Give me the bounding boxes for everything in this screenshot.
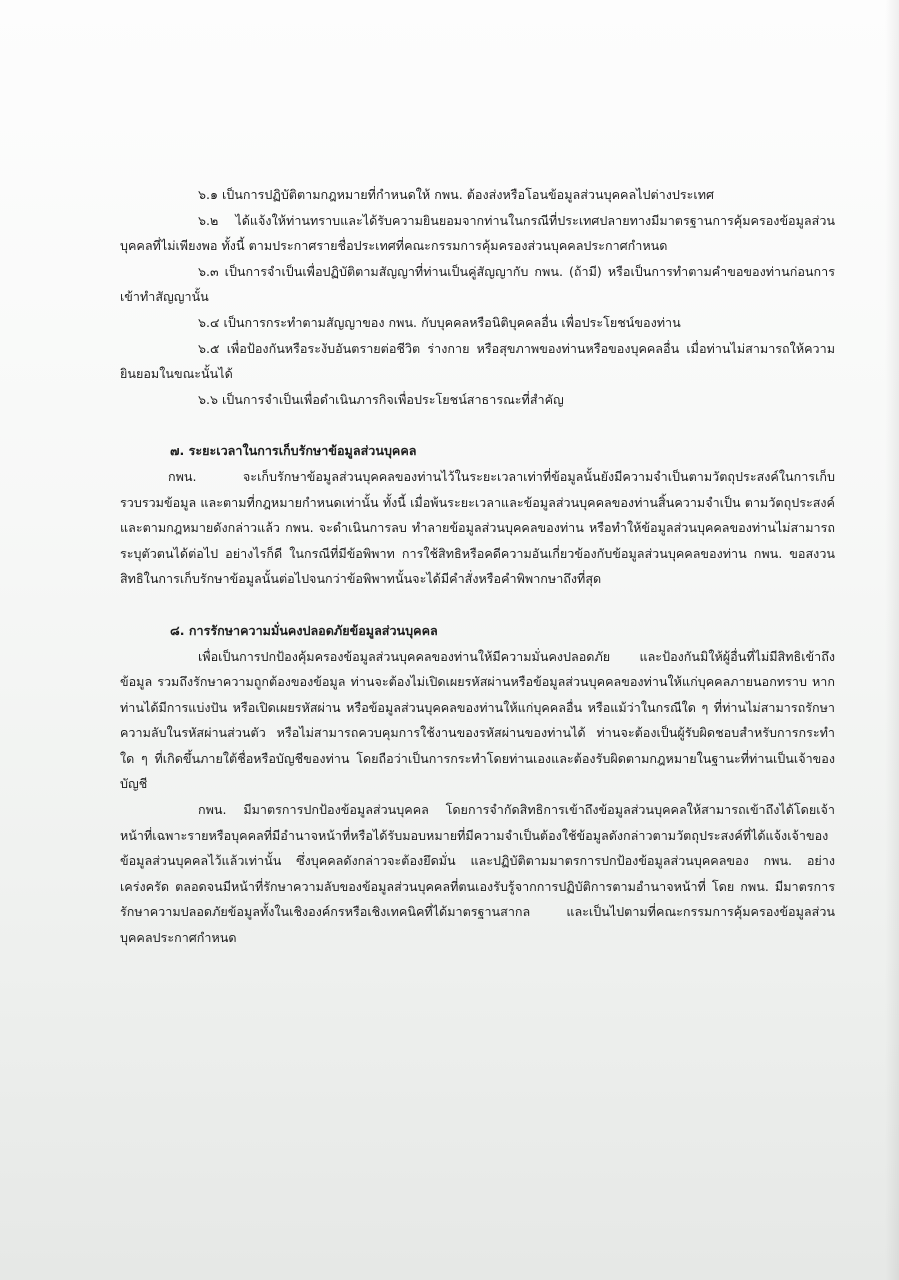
section-8-paragraph-2: กพน. มีมาตรการปกป้องข้อมูลส่วนบุคคล โดยการจำกัดสิทธิการเข้าถึงข้อมูลส่วนบุคคลให้สามารถเข้าถึงได้โดยเจ้าหน้าที่เฉพาะรายหรือบุคคลที่มีอำนาจหน้าที่หรือได้รับมอบหมายที่มีความจำเป็นต้องใช้ข้อมูลดังกล่าวตามวัตถุประสงค์ที่ได้แจ้งเจ้าของข้อมูลส่วนบุคคลไว้แล้วเท่านั้น ซึ่งบุคคลดังกล่าวจะต้องยึดมั่น และปฏิบัติตามมาตรการปกป้องข้อมูลส่วนบุคคลของ กพน. อย่างเคร่งครัด ตลอดจนมีหน้าที่รักษาความลับของข้อมูลส่วนบุคคลที่ตนเองรับรู้จากการปฏิบัติการตามอำนาจหน้าที่ โดย กพน. มีมาตรการรักษาความปลอดภัยข้อมูลทั้งในเชิงองค์กรหรือเชิงเทคนิคที่ได้มาตรฐานสากล และเป็นไปตามที่คณะกรรมการคุ้มครองข้อมูลส่วนบุคคลประกาศกำหนด bbox=[120, 802, 835, 946]
item-6-4: ๖.๔ เป็นการกระทำตามสัญญาของ กพน. กับบุคคลหรือนิติบุคคลอื่น เพื่อประโยชน์ของท่าน bbox=[198, 314, 681, 330]
section-8 bbox=[120, 618, 835, 951]
section-8-heading: ๘. การรักษาความมั่นคงปลอดภัยข้อมูลส่วนบุคคล bbox=[170, 622, 438, 638]
section-6-items bbox=[120, 182, 835, 412]
document-body bbox=[120, 182, 835, 977]
page-edge-shadow bbox=[885, 0, 899, 1280]
section-7-heading: ๗. ระยะเวลาในการเก็บรักษาข้อมูลส่วนบุคคล bbox=[170, 443, 417, 459]
item-6-1: ๖.๑ เป็นการปฏิบัติตามกฎหมายที่กำหนดให้ กพน. ต้องส่งหรือโอนข้อมูลส่วนบุคคลไปต่างประเทศ bbox=[198, 187, 715, 202]
section-7-body: กพน. จะเก็บรักษาข้อมูลส่วนบุคคลของท่านไว้ในระยะเวลาเท่าที่ข้อมูลนั้นยังมีความจำเป็นตามวัตถุประสงค์ในการเก็บรวบรวมข้อมูล และตามที่กฎหมายกำหนดเท่านั้น ทั้งนี้ เมื่อพ้นระยะเวลาและข้อมูลส่วนบุคคลของท่านสิ้นความจำเป็น ตามวัตถุประสงค์และตามกฎหมายดังกล่าวแล้ว กพน. จะดำเนินการลบ ทำลายข้อมูลส่วนบุคคลของท่าน หรือทำให้ข้อมูลส่วนบุคคลของท่านไม่สามารถระบุตัวตนได้ต่อไป อย่างไรก็ดี ในกรณีที่มีข้อพิพาท การใช้สิทธิหรือคดีความอันเกี่ยวข้องกับข้อมูลส่วนบุคคลของท่าน กพน. ขอสงวนสิทธิในการเก็บรักษาข้อมูลนั้นต่อไปจนกว่าข้อพิพาทนั้นจะได้มีคำสั่งหรือคำพิพากษาถึงที่สุด bbox=[120, 468, 835, 587]
section-7 bbox=[120, 438, 835, 592]
item-6-3: ๖.๓ เป็นการจำเป็นเพื่อปฏิบัติตามสัญญาที่ท่านเป็นคู่สัญญากับ กพน. (ถ้ามี) หรือเป็นการทำตามคำขอของท่านก่อนการเข้าทำสัญญานั้น bbox=[120, 263, 835, 305]
item-6-5: ๖.๕ เพื่อป้องกันหรือระงับอันตรายต่อชีวิต ร่างกาย หรือสุขภาพของท่านหรือของบุคคลอื่น เมื่อท่านไม่สามารถให้ความยินยอมในขณะนั้นได้ bbox=[120, 340, 835, 382]
item-6-6: ๖.๖ เป็นการจำเป็นเพื่อดำเนินภารกิจเพื่อประโยชน์สาธารณะที่สำคัญ bbox=[198, 391, 564, 407]
section-8-paragraph-1: เพื่อเป็นการปกป้องคุ้มครองข้อมูลส่วนบุคคลของท่านให้มีความมั่นคงปลอดภัย และป้องกันมิให้ผู้อื่นที่ไม่มีสิทธิเข้าถึงข้อมูล รวมถึงรักษาความถูกต้องของข้อมูล ท่านจะต้องไม่เปิดเผยรหัสผ่านหรือข้อมูลส่วนบุคคลของท่านให้แก่บุคคลภายนอกทราบ หากท่านได้มีการแบ่งปัน หรือเปิดเผยรหัสผ่าน หรือข้อมูลส่วนบุคคลของท่านให้แก่บุคคลอื่น หรือแม้ว่าในกรณีใด ๆ ที่ท่านไม่สามารถรักษาความลับในรหัสผ่านส่วนตัว หรือไม่สามารถควบคุมการใช้งานของรหัสผ่านของท่านได้ ท่านจะต้องเป็นผู้รับผิดชอบสำหรับการกระทำใด ๆ ที่เกิดขึ้นภายใต้ชื่อหรือบัญชีของท่าน โดยถือว่าเป็นการกระทำโดยท่านเองและต้องรับผิดตามกฎหมายในฐานะที่ท่านเป็นเจ้าของบัญชี bbox=[120, 648, 835, 792]
item-6-2: ๖.๒ ได้แจ้งให้ท่านทราบและได้รับความยินยอมจากท่านในกรณีที่ประเทศปลายทางมีมาตรฐานการคุ้มครองข้อมูลส่วนบุคคลที่ไม่เพียงพอ ทั้งนี้ ตามประกาศรายชื่อประเทศที่คณะกรรมการคุ้มครองส่วนบุคคลประกาศกำหนด bbox=[120, 212, 835, 254]
